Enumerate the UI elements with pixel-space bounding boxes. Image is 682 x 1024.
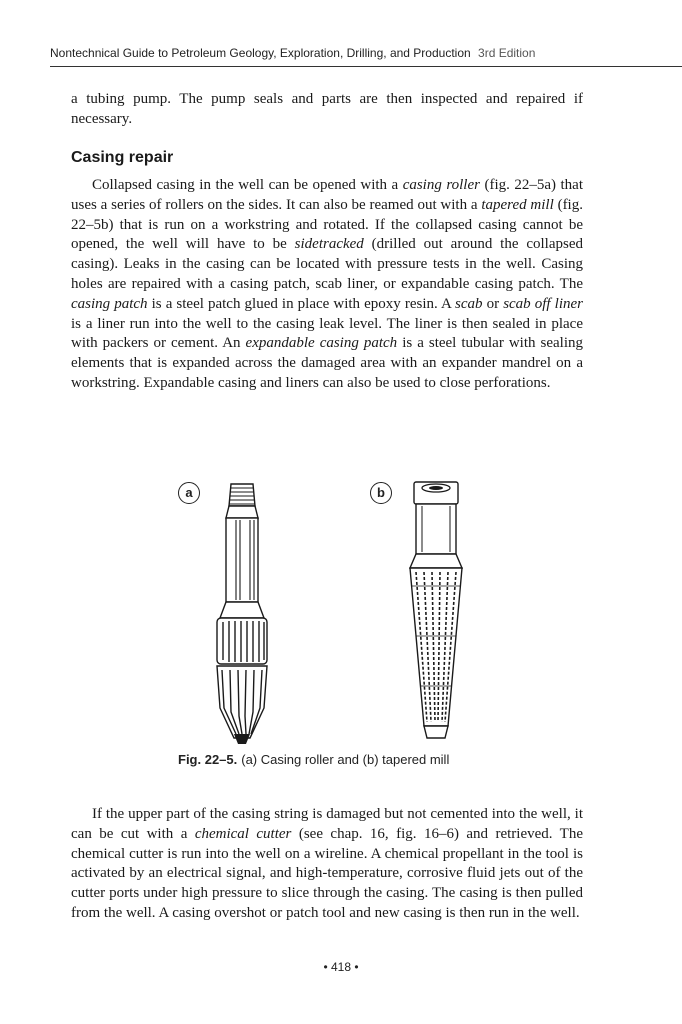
text-run: is a steel patch glued in place with epoxy resin. A — [147, 295, 456, 312]
page-number: • 418 • — [323, 960, 359, 974]
text-run: (see chap. 16, fig. 16–6) and retrieved. The chemical cutter is run into the well on a wireline. A chemical propellant in the tool is activated by an electrical signal, and high-temperature, corrosive fluid jets out of the cutter ports under high pressure to slice through the casing. The casing is then pulled from the well. A casing overshot or patch tool and new casing is then run in the well. — [71, 825, 583, 921]
term-expandable-casing-patch: expandable casing patch — [245, 335, 398, 352]
figure-caption — [178, 752, 449, 767]
casing-roller-illustration — [200, 476, 290, 748]
text-run: Collapsed casing in the well can be opened with a — [92, 177, 403, 193]
section-heading: Casing repair — [71, 149, 174, 166]
text-run: or — [482, 295, 504, 312]
header-rule — [50, 66, 682, 67]
paragraph-2 — [71, 176, 583, 394]
text-run: (fig. 22–5a) that uses a series of rollers on the sides. It can also be reamed out with a — [71, 177, 584, 213]
paragraph-3 — [71, 805, 583, 924]
caption-text: (a) Casing roller and (b) tapered mill — [241, 752, 450, 767]
text-run: If the upper part of the casing string is damaged but not cemented into the well, it can be cut with a — [71, 806, 583, 842]
book-title: Nontechnical Guide to Petroleum Geology, Exploration, Drilling, and Production — [50, 46, 471, 60]
term-tapered-mill: tapered mill — [481, 196, 554, 213]
term-casing-patch: casing patch — [71, 295, 148, 312]
edition-label: 3rd Edition — [478, 46, 536, 60]
term-chemical-cutter: chemical cutter — [194, 825, 292, 842]
text-run: is a steel tubular with sealing elements that is expanded across the damaged area with an expander mandrel on a workstring. Expandable casing and liners can also be used to close perforations. — [71, 335, 583, 391]
term-casing-roller: casing roller — [402, 177, 480, 193]
figure-label-b: b — [370, 482, 392, 504]
paragraph-1: a tubing pump. The pump seals and parts are then inspected and repaired if necessary. — [71, 91, 583, 127]
caption-number: Fig. 22–5. — [178, 752, 238, 767]
text-run: (drilled out around the collapsed casing). Leaks in the casing can be located with pressure tests in the well. Casing holes are repaired with a casing patch, scab liner, or expandable casing patch. The — [71, 236, 583, 292]
term-sidetracked: sidetracked — [294, 236, 364, 253]
text-run: is a liner run into the well to the casing leak level. The liner is then sealed in place with packers or cement. An — [71, 315, 583, 352]
text-run: (fig. 22–5b) that is run on a workstring and rotated. If the collapsed casing cannot be opened, the well will have to be — [71, 196, 583, 253]
term-scab-off-liner: scab off liner — [503, 295, 583, 312]
figure-label-a: a — [178, 482, 200, 504]
term-scab: scab — [455, 295, 483, 312]
tapered-mill-illustration — [392, 476, 476, 748]
running-head — [50, 46, 682, 60]
